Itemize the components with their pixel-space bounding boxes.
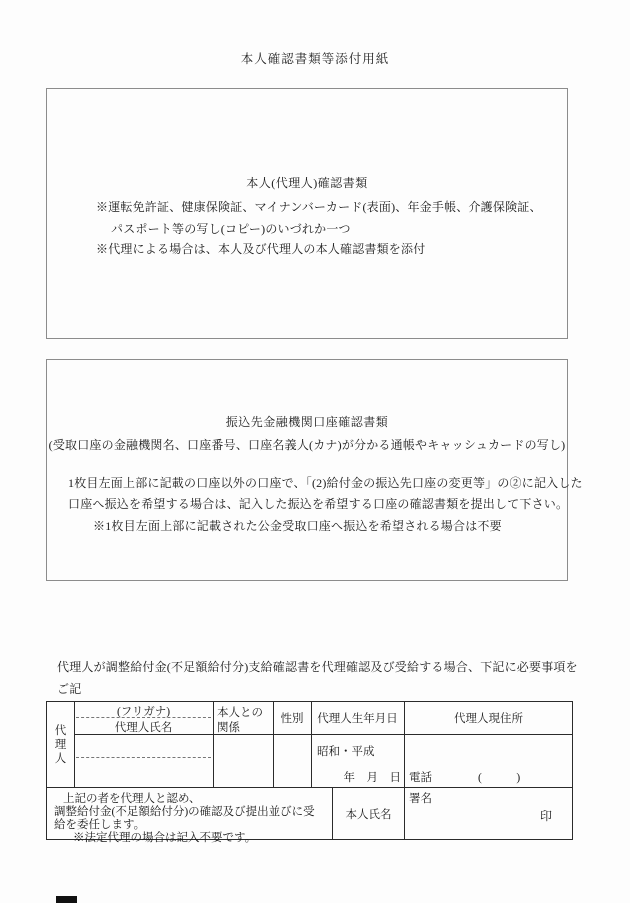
grid-line: [404, 787, 405, 840]
delegation-line-3: 給を委任します。: [54, 819, 146, 831]
phone-label: 電話 ( ): [409, 772, 521, 784]
agent-name-label: 代理人氏名: [114, 722, 173, 734]
date-units: 年 月 日: [343, 772, 401, 784]
era-options: 昭和・平成: [317, 746, 375, 758]
identity-docs-heading: 本人(代理人)確認書類: [246, 176, 368, 190]
identity-docs-note-1: ※運転免許証、健康保険証、マイナンバーカード(表面)、年金手帳、介護保険証、: [96, 200, 542, 214]
identity-docs-note-2: ※代理による場合は、本人及び代理人の本人確認書類を添付: [96, 242, 426, 256]
agent-address-label: 代理人現住所: [454, 713, 523, 725]
identity-docs-note-1b: パスポート等の写し(コピー)のいづれか一つ: [111, 222, 351, 236]
grid-line: [47, 787, 573, 788]
agent-intro-line-1: 代理人が調整給付金(不足額給付分)支給確認書を代理確認及び受給する場合、下記に必要事項をご記: [57, 660, 578, 696]
seal-label: 印: [539, 809, 552, 823]
principal-name-label: 本人氏名: [345, 809, 392, 821]
delegation-line-1: 上記の者を代理人と認め、: [63, 793, 201, 805]
scan-artifact-mark: [56, 896, 77, 903]
bank-docs-body-1: 1枚目左面上部に記載の口座以外の口座で、「(2)給付金の振込先口座の変更等」の②に記入した: [68, 476, 583, 490]
agent-info-table: [46, 701, 573, 844]
relation-label-line2: 関係: [217, 722, 240, 734]
page-title: 本人確認書類等添付用紙: [240, 52, 390, 66]
signature-label: 署名: [409, 793, 432, 805]
bank-account-docs-box: [46, 359, 583, 581]
furigana-label: (フリガナ): [116, 706, 171, 718]
delegation-line-2: 調整給付金(不足額給付分)の確認及び提出並びに受: [54, 806, 315, 818]
sex-label: 性別: [280, 713, 304, 725]
name-entry-dashed-line: [76, 757, 211, 758]
delegation-line-4: ※法定代理の場合は記入不要です。: [73, 832, 257, 844]
relation-label-line1: 本人との: [217, 707, 263, 719]
grid-line: [213, 702, 214, 787]
identity-docs-box: [46, 88, 568, 339]
bank-docs-heading: 振込先金融機関口座確認書類: [225, 415, 389, 429]
agent-row-group-label: 代理人: [54, 724, 67, 765]
bank-docs-body-2: 口座へ振込を希望する場合は、記入した振込を希望する口座の確認書類を提出して下さい。: [68, 497, 569, 511]
agent-birthdate-label: 代理人生年月日: [317, 713, 398, 725]
bank-docs-subheading: (受取口座の金融機関名、口座番号、口座名義人(カナ)が分かる通帳やキャッシュカードの写し): [48, 438, 566, 452]
bank-docs-note: ※1枚目左面上部に記載された公金受取口座へ振込を希望される場合は不要: [93, 519, 502, 533]
